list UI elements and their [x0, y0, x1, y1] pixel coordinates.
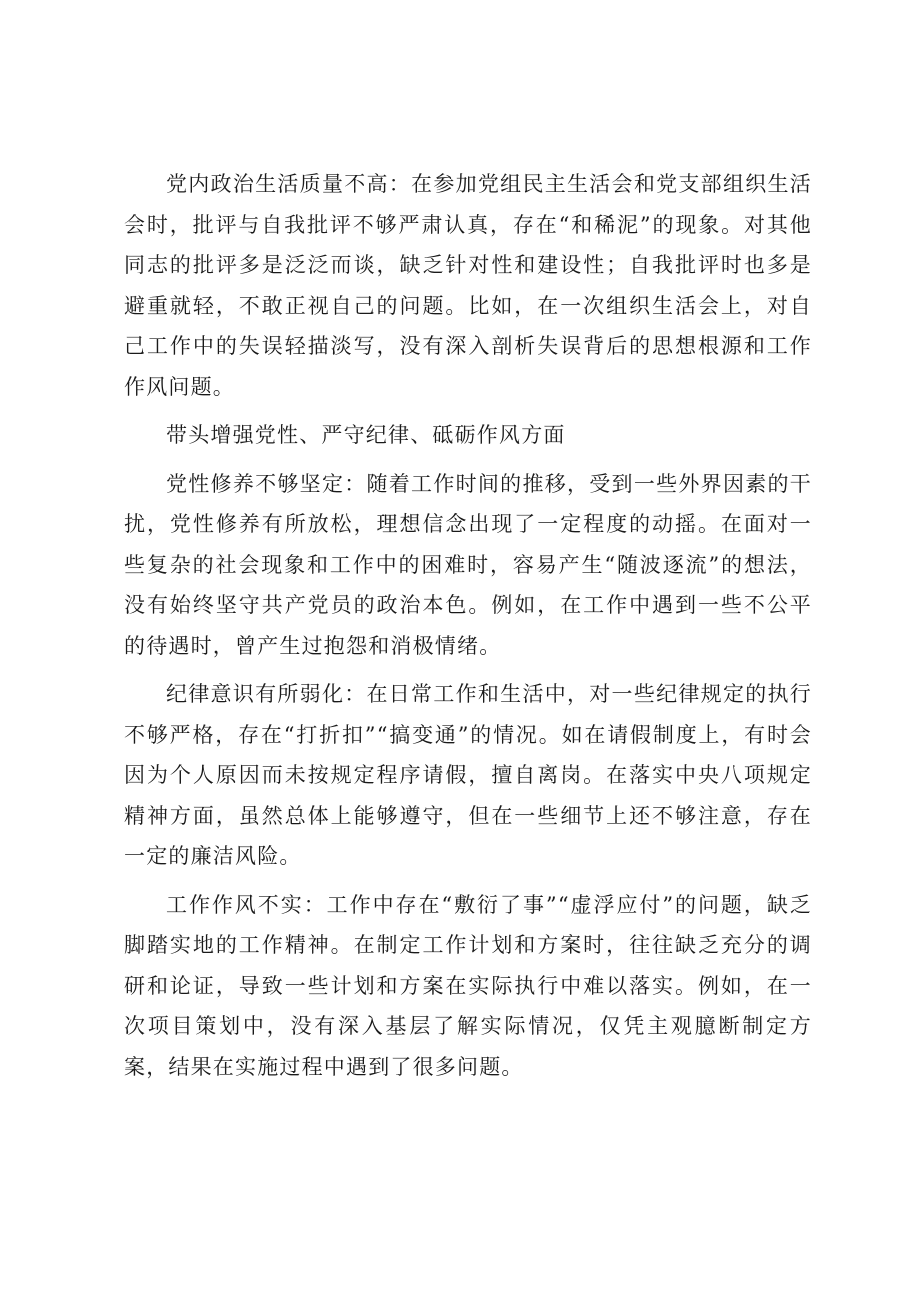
- section-heading: 带头增强党性、严守纪律、砥砺作风方面: [166, 423, 566, 447]
- paragraph-party-spirit: 党性修养不够坚定：随着工作时间的推移，受到一些外界因素的干扰，党性修养有所放松，理想信念出现了一定程度的动摇。在面对一些复杂的社会现象和工作中的困难时，容易产生“随波逐流”的想法，没有始终坚守共产党员的政治本色。例如，在工作中遇到一些不公平的待遇时，曾产生过抱怨和消极情绪。: [124, 471, 812, 658]
- paragraph-political-life: 党内政治生活质量不高：在参加党组民主生活会和党支部组织生活会时，批评与自我批评不够严肃认真，存在“和稀泥”的现象。对其他同志的批评多是泛泛而谈，缺乏针对性和建设性；自我批评时也多是避重就轻，不敢正视自己的问题。比如，在一次组织生活会上，对自己工作中的失误轻描淡写，没有深入剖析失误背后的思想根源和工作作风问题。: [124, 172, 812, 399]
- document-body: [124, 164, 812, 1095]
- paragraph-discipline: 纪律意识有所弱化：在日常工作和生活中，对一些纪律规定的执行不够严格，存在“打折扣”“搞变通”的情况。如在请假制度上，有时会因为个人原因而未按规定程序请假，擅自离岗。在落实中央八项规定精神方面，虽然总体上能够遵守，但在一些细节上还不够注意，存在一定的廉洁风险。: [124, 682, 812, 868]
- paragraph-work-style: 工作作风不实：工作中存在“敷衍了事”“虚浮应付”的问题，缺乏脚踏实地的工作精神。在制定工作计划和方案时，往往缺乏充分的调研和论证，导致一些计划和方案在实际执行中难以落实。例如，在一次项目策划中，没有深入基层了解实际情况，仅凭主观臆断制定方案，结果在实施过程中遇到了很多问题。: [124, 892, 812, 1079]
